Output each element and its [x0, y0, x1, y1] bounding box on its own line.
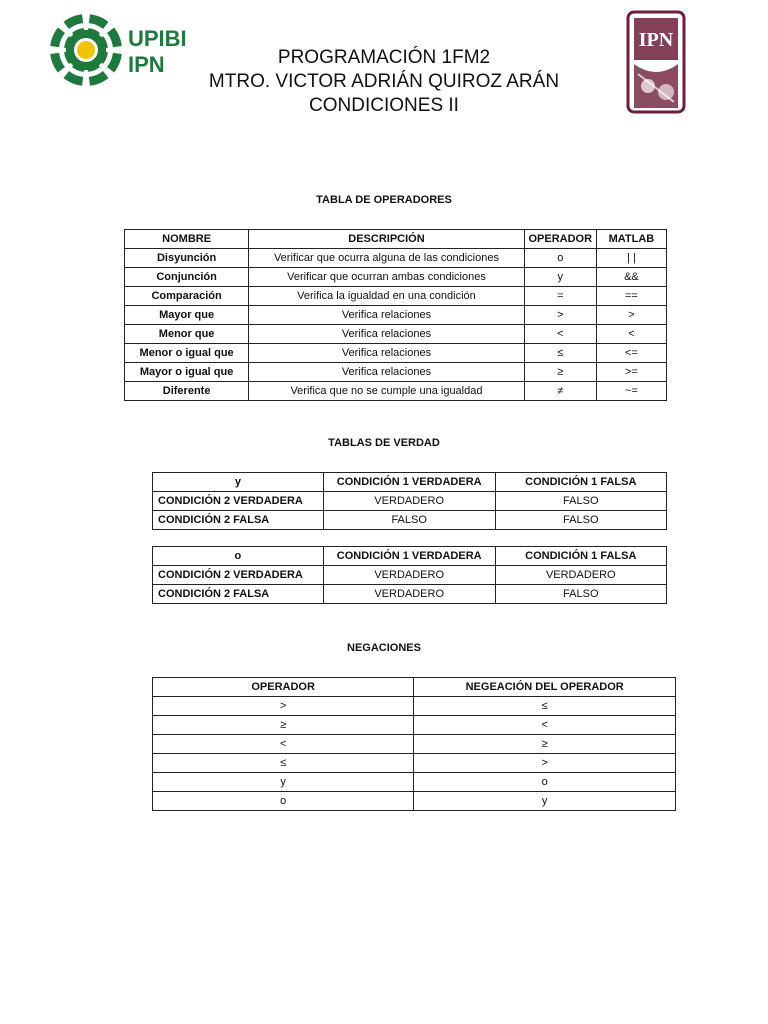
header-nombre: NOMBRE — [125, 230, 249, 249]
cell-value: VERDADERO — [323, 492, 495, 511]
cell-name: Mayor o igual que — [125, 363, 249, 382]
title-teacher: MTRO. VICTOR ADRIÁN QUIROZ ARÁN — [208, 71, 560, 92]
cell-matlab: > — [596, 306, 666, 325]
cell-operator: ≤ — [153, 754, 414, 773]
or-header-row — [153, 547, 667, 566]
header-matlab: MATLAB — [596, 230, 666, 249]
cell-description: Verifica la igualdad en una condición — [249, 287, 525, 306]
cell-operator: = — [524, 287, 596, 306]
and-header-row — [153, 473, 667, 492]
table-row — [153, 492, 667, 511]
table-row — [125, 325, 667, 344]
cell-value: FALSO — [495, 492, 666, 511]
cell-operator: ≤ — [524, 344, 596, 363]
header-negacion: NEGEACIÓN DEL OPERADOR — [414, 678, 676, 697]
table-row — [125, 306, 667, 325]
cell-description: Verifica relaciones — [249, 306, 525, 325]
header-descripcion: DESCRIPCIÓN — [249, 230, 525, 249]
cell-negation: y — [414, 792, 676, 811]
cell-operator: ≥ — [524, 363, 596, 382]
cell-negation: ≤ — [414, 697, 676, 716]
cell-negation: ≥ — [414, 735, 676, 754]
cell-operator: ≠ — [524, 382, 596, 401]
header-operador: OPERADOR — [153, 678, 414, 697]
cell-value: FALSO — [495, 585, 666, 604]
cell-name: Menor o igual que — [125, 344, 249, 363]
cell-negation: < — [414, 716, 676, 735]
cell-matlab: == — [596, 287, 666, 306]
table-row — [125, 249, 667, 268]
operators-header-row — [125, 230, 667, 249]
cell-operator: ≥ — [153, 716, 414, 735]
or-header-c1-false: CONDICIÓN 1 FALSA — [495, 547, 666, 566]
title-topic: CONDICIONES II — [309, 95, 459, 116]
table-row — [153, 773, 676, 792]
table-row — [125, 287, 667, 306]
cell-name: Conjunción — [125, 268, 249, 287]
cell-name: Disyunción — [125, 249, 249, 268]
cell-name: Mayor que — [125, 306, 249, 325]
table-row — [153, 716, 676, 735]
cell-matlab: <= — [596, 344, 666, 363]
truth-tables-title: TABLAS DE VERDAD — [328, 437, 440, 449]
table-row — [125, 268, 667, 287]
operators-table-title: TABLA DE OPERADORES — [316, 194, 452, 206]
cell-description: Verifica relaciones — [249, 325, 525, 344]
page-title — [0, 46, 768, 118]
or-corner-header: o — [153, 547, 324, 566]
ipn-logo-text: IPN — [128, 52, 165, 77]
cell-name: Menor que — [125, 325, 249, 344]
cell-description: Verifica relaciones — [249, 344, 525, 363]
row-label: CONDICIÓN 2 VERDADERA — [153, 492, 324, 511]
header-operador: OPERADOR — [524, 230, 596, 249]
table-row — [153, 735, 676, 754]
and-corner-header: y — [153, 473, 324, 492]
table-row — [125, 363, 667, 382]
table-row — [125, 344, 667, 363]
cell-value: FALSO — [323, 511, 495, 530]
cell-negation: o — [414, 773, 676, 792]
row-label: CONDICIÓN 2 FALSA — [153, 585, 324, 604]
cell-matlab: >= — [596, 363, 666, 382]
cell-matlab: && — [596, 268, 666, 287]
cell-description: Verifica relaciones — [249, 363, 525, 382]
cell-operator: y — [153, 773, 414, 792]
cell-value: FALSO — [495, 511, 666, 530]
row-label: CONDICIÓN 2 VERDADERA — [153, 566, 324, 585]
or-header-c1-true: CONDICIÓN 1 VERDADERA — [323, 547, 495, 566]
or-truth-table — [152, 546, 667, 604]
cell-name: Comparación — [125, 287, 249, 306]
and-header-c1-true: CONDICIÓN 1 VERDADERA — [323, 473, 495, 492]
cell-matlab: | | — [596, 249, 666, 268]
cell-matlab: < — [596, 325, 666, 344]
row-label: CONDICIÓN 2 FALSA — [153, 511, 324, 530]
and-header-c1-false: CONDICIÓN 1 FALSA — [495, 473, 666, 492]
table-row — [153, 792, 676, 811]
table-row — [153, 697, 676, 716]
title-course: PROGRAMACIÓN 1FM2 — [277, 47, 491, 68]
operators-table — [124, 229, 667, 401]
cell-operator: y — [524, 268, 596, 287]
cell-operator: > — [153, 697, 414, 716]
cell-matlab: ~= — [596, 382, 666, 401]
negations-table — [152, 677, 676, 811]
and-truth-table — [152, 472, 667, 530]
table-row — [153, 585, 667, 604]
cell-operator: < — [153, 735, 414, 754]
cell-value: VERDADERO — [323, 585, 495, 604]
cell-value: VERDADERO — [495, 566, 666, 585]
cell-name: Diferente — [125, 382, 249, 401]
table-row — [125, 382, 667, 401]
upibi-logo-text: UPIBI — [128, 26, 187, 51]
cell-description: Verifica que no se cumple una igualdad — [249, 382, 525, 401]
cell-operator: o — [524, 249, 596, 268]
table-row — [153, 511, 667, 530]
cell-operator: > — [524, 306, 596, 325]
negations-title: NEGACIONES — [347, 642, 421, 654]
cell-negation: > — [414, 754, 676, 773]
cell-value: VERDADERO — [323, 566, 495, 585]
table-row — [153, 566, 667, 585]
cell-description: Verificar que ocurra alguna de las condiciones — [249, 249, 525, 268]
ipn-emblem-text: IPN — [638, 29, 674, 51]
negations-header-row — [153, 678, 676, 697]
cell-description: Verificar que ocurran ambas condiciones — [249, 268, 525, 287]
table-row — [153, 754, 676, 773]
cell-operator: o — [153, 792, 414, 811]
cell-operator: < — [524, 325, 596, 344]
